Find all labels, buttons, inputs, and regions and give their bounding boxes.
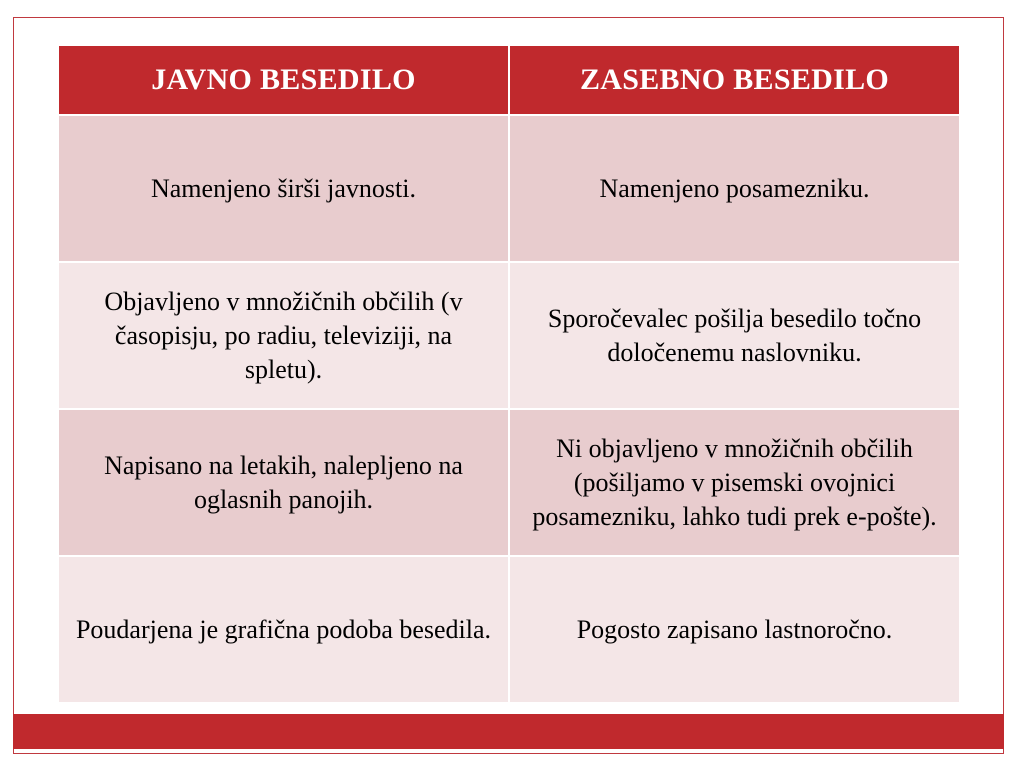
- table-cell-private: Sporočevalec pošilja besedilo točno določenemu naslovniku.: [509, 262, 960, 409]
- comparison-table: [57, 44, 961, 704]
- table-row: [58, 409, 960, 556]
- table-row: [58, 115, 960, 262]
- table-cell-private: Ni objavljeno v množičnih občilih (pošiljamo v pisemski ovojnici posamezniku, lahko tudi prek e-pošte).: [509, 409, 960, 556]
- table-cell-public: Namenjeno širši javnosti.: [58, 115, 509, 262]
- table-cell-public: Napisano na letakih, nalepljeno na oglasnih panojih.: [58, 409, 509, 556]
- table-cell-private: Pogosto zapisano lastnoročno.: [509, 556, 960, 703]
- table-row: [58, 262, 960, 409]
- header-public-text: JAVNO BESEDILO: [58, 45, 509, 115]
- footer-bar: [13, 714, 1004, 749]
- table-cell-public: Objavljeno v množičnih občilih (v časopisju, po radiu, televiziji, na spletu).: [58, 262, 509, 409]
- table-row: [58, 556, 960, 703]
- table-cell-public: Poudarjena je grafična podoba besedila.: [58, 556, 509, 703]
- header-private-text: ZASEBNO BESEDILO: [509, 45, 960, 115]
- header-row: [58, 45, 960, 115]
- table-cell-private: Namenjeno posamezniku.: [509, 115, 960, 262]
